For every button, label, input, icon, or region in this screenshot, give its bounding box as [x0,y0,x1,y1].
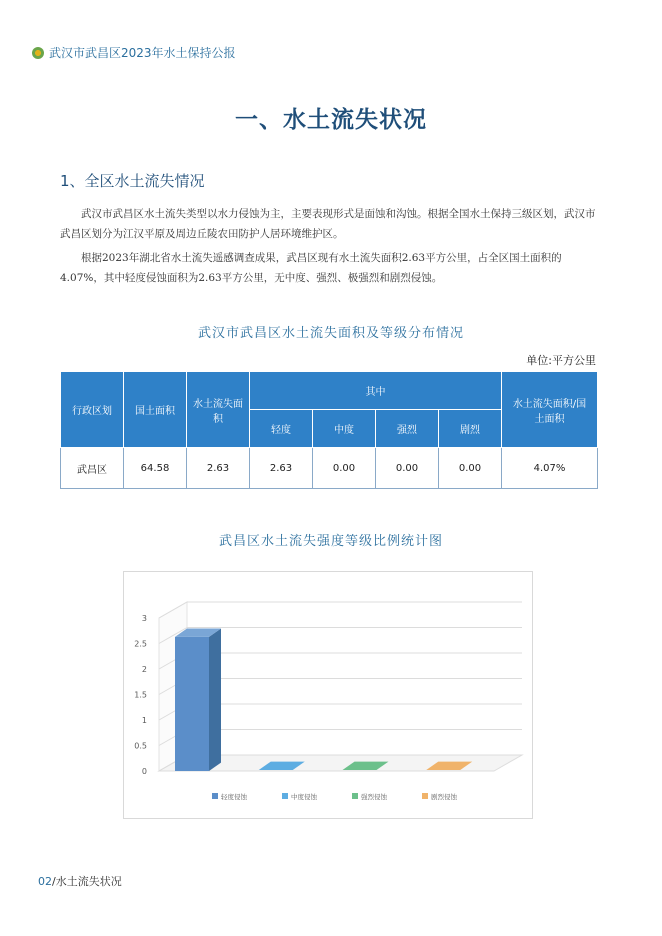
legend-swatch [212,793,218,799]
footer-separator: / [52,875,56,888]
header-severe: 剧烈 [439,410,502,448]
chart-container [123,571,533,819]
y-tick-label: 2 [141,665,147,674]
legend-swatch [352,793,358,799]
table-row [61,448,598,489]
cell-loss-area: 2.63 [187,448,250,489]
header-moderate: 中度 [313,410,376,448]
bar-chart [124,572,532,818]
legend-swatch [422,793,428,799]
section-title: 一、水土流失状况 [235,107,427,133]
paragraph-1: 武汉市武昌区水土流失类型以水力侵蚀为主，主要表现形式是面蚀和沟蚀。根据全国水土保持三级区划，武汉市武昌区划分为江汉平原及周边丘陵农田防护人居环境维护区。 [60,208,596,240]
cell-moderate: 0.00 [313,448,376,489]
cell-severe: 0.00 [439,448,502,489]
y-tick-label: 1.5 [134,690,147,700]
y-tick-label: 3 [141,614,147,623]
logo-icon [32,47,44,59]
subsection-title: 1、全区水土流失情况 [60,172,205,190]
header-land-area: 国土面积 [124,372,187,448]
table-unit: 单位:平方公里 [526,354,596,367]
y-tick-label: 0 [141,767,147,776]
cell-light: 2.63 [250,448,313,489]
bar-front [175,637,209,771]
chart-title: 武昌区水土流失强度等级比例统计图 [218,534,443,549]
legend-label: 轻度侵蚀 [221,793,247,801]
cell-strong: 0.00 [376,448,439,489]
header-light: 轻度 [250,410,313,448]
cell-land-area: 64.58 [124,448,187,489]
legend-label: 中度侵蚀 [291,793,317,801]
cell-region: 武昌区 [61,448,124,489]
y-tick-label: 1 [141,716,147,725]
table-title: 武汉市武昌区水土流失面积及等级分布情况 [197,326,464,341]
legend-label: 剧烈侵蚀 [431,793,457,801]
bar-side [209,628,221,771]
page-header [32,44,236,61]
erosion-table [60,371,598,489]
footer-label: 水土流失状况 [55,875,122,888]
page-footer [38,873,122,889]
page-number: 02 [38,875,52,888]
legend-swatch [282,793,288,799]
legend-label: 强烈侵蚀 [361,793,387,801]
header-title: 武汉市武昌区2023年水土保持公报 [49,46,236,60]
y-tick-label: 0.5 [134,741,147,751]
header-among: 其中 [250,372,502,410]
header-loss-area: 水土流失面积 [187,372,250,448]
header-strong: 强烈 [376,410,439,448]
paragraph-2: 根据2023年湖北省水土流失遥感调查成果，武昌区现有水土流失面积2.63平方公里，占全区国土面积的4.07%，其中轻度侵蚀面积为2.63平方公里，无中度、强烈、极强烈和剧烈侵蚀。 [60,252,562,284]
header-ratio: 水土流失面积/国土面积 [502,372,598,448]
header-region: 行政区划 [61,372,124,448]
cell-ratio: 4.07% [502,448,598,489]
y-tick-label: 2.5 [134,639,147,649]
